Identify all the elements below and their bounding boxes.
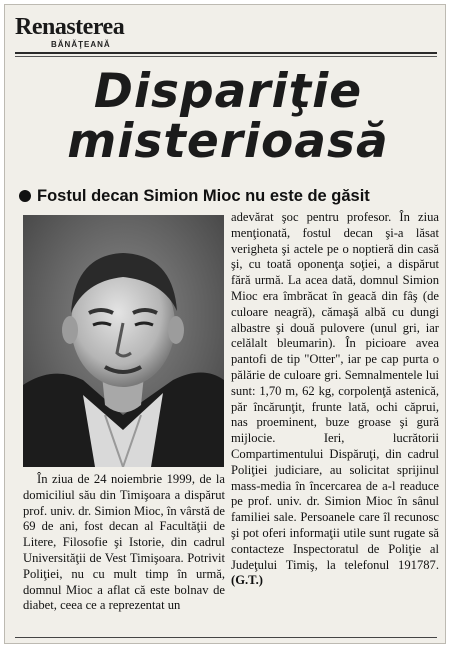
portrait-illustration xyxy=(23,215,224,467)
newspaper-clipping xyxy=(4,4,446,644)
article-headline: Dispariţie misterioasă xyxy=(67,64,389,169)
article-signature: (G.T.) xyxy=(231,573,263,588)
article-subhead xyxy=(19,187,439,206)
article-paragraph-right xyxy=(231,210,439,589)
masthead-rule-thin xyxy=(15,56,437,57)
subhead-text: Fostul decan Simion Mioc nu este de găsit xyxy=(37,187,370,205)
masthead-rule xyxy=(15,52,437,54)
article-column-left xyxy=(23,472,225,614)
portrait-photo xyxy=(23,215,224,467)
article-right-text: adevărat şoc pentru profesor. În ziua menţionată, fostul decan şi-a lăsat verigheta şi actele pe o noptieră din casă şi, cu toată oponenţa soţiei, a dispărut fără urmă. La acea dată, domnul Simion Mioc era îmbrăcat în geacă din fâş (de culoare neagră), cămaşă albă cu dungi albastre şi două pulovere (unul gri, iar celălalt bleumarin). În picioare avea pantofi de tip "Otter", iar pe cap purta o pălărie de culoare gri. Semnalmentele lui sunt: 1,70 m, 62 kg, corpolenţă astenică, păr încărunţit, frunte lată, ochi căprui, nas proeminent, buze groase şi gură mijlocie. Ieri, lucrătorii Compartimentului Dispăruţi, din cadrul Poliţiei judiciare, au solicitat sprijinul mass-media în încercarea de a-l readuce pe prof. univ. dr. Simion Mioc în sânul familiei sale. Persoanele care îl recunosc şi pot oferi informaţii utile sunt rugate să contacteze Inspectoratul de Poliţie al Judeţului Timiş, la telefonul 191787. xyxy=(231,210,439,572)
newspaper-subname: BĂNĂŢEANĂ xyxy=(51,40,111,49)
article-paragraph-left: În ziua de 24 noiembrie 1999, de la domiciliul său din Timişoara a dispărut prof. univ. dr. Simion Mioc, în vârstă de 69 de ani, fost decan al Facultăţii de Litere, Filosofie şi Istorie, din cadrul Universităţii de Vest Timişoara. Potrivit Poliţiei, nu cu mult timp în urmă, domnul Mioc a aflat că este bolnav de diabet, ceea ce a reprezentat un xyxy=(23,472,225,613)
bottom-rule xyxy=(15,637,437,638)
article-column-right xyxy=(231,210,439,589)
newspaper-name: Renasterea xyxy=(15,14,125,40)
bullet-icon xyxy=(19,190,31,202)
